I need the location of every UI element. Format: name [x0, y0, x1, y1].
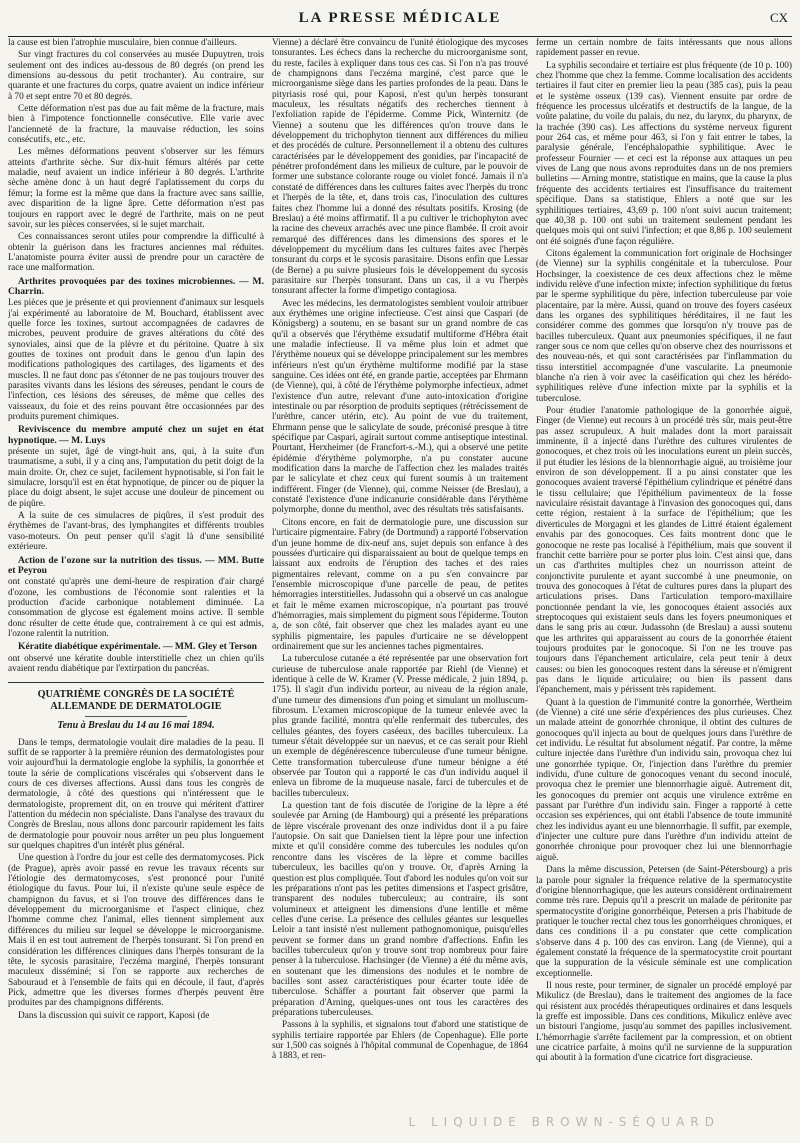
section-subtitle: Tenu à Breslau du 14 au 16 mai 1894. — [57, 720, 215, 732]
congress-section-header — [8, 682, 264, 731]
watermark: L LIQUIDE BROWN-SÉQUARD — [408, 1115, 720, 1129]
paragraph: Ces connaissances seront utiles pour comprendre la difficulté à obtenir la guérison dans les fractures anciennes mal réduites. L'anatomiste pourra éviter aussi de prendre pour un caractère de race une malformation. — [8, 232, 264, 274]
paragraph: Vienne) a déclaré être convaincu de l'unité étiologique des mycoses tonsurantes. Les échecs dans la recherche du microorganisme sont, du reste, faciles à expliquer dans tous ces cas. Si l'on n'a pas trouvé de champignons dans l'eczéma marginé, c'est parce que le microorganisme siège dans les parties profondes de la peau. Dans le pityriasis rosé qui, pour Kaposi, n'est qu'un herpès tonsurant maculeux, les résultats négatifs des recherches tiennent à l'exfoliation rapide de l'épiderme. Comme Pick, Winternitz (de Vienne) a soutenu que les différences qu'on trouve dans le développement du trichophyton tiennent aux différences du milieu et des procédés de culture. Personnellement il a obtenu des cultures caractérisées par le développement des gonidies, par l'incapacité de pénétrer profondément dans les milieux de culture, par le pouvoir de former une substance colorante rouge ou violet foncé. Jamais il n'a constaté de différences dans les cultures faites avec l'herpès du tronc et l'herpès de la tête, et, dans trois cas, l'inoculation des cultures faites chez l'homme lui a donné des résultats positifs. Krosing (de Breslau) a été moins affirmatif. Il a pu cultiver le trichophyton avec la racine des cheveux arrachés avec une pince flambée. Il croit avoir remarqué des différences dans les dimensions des spores et le développement du mycélium dans les cultures faites avec l'herpès tonsurant du corps et le sycosis parasitaire. Disons enfin que Lessar (de Berne) a pu suivre plusieurs fois le développement du sycosis parasitaire sur l'herpès tonsurant. Dans un cas, il a vu l'herpès tonsurant affecter la forme d'impetigo contagiosa. — [272, 38, 528, 297]
article-columns — [8, 38, 792, 1137]
page-number: CX — [769, 10, 788, 25]
paragraph: Une question à l'ordre du jour est celle des dermatomycoses. Pick (de Prague), après avoir passé en revue les travaux récents sur l'étiologie des dermatomycoses, s'est prononcé pour l'unité étiologique du favus. Pour lui, il n'existe qu'une seule espèce de champignon du favus, et si l'on trouve des différences dans le développement du microorganisme et l'aspect clinique, chez l'homme comme chez l'animal, elles tiennent simplement aux différences du milieu sur lequel se développe le microorganisme. Mais il en est tout autrement de l'herpès tonsurant. Si l'on prend en considération les différences cliniques dans l'herpès tonsurant de la tête, le sycosis parasitaire, l'eczéma marginé, l'herpès tonsurant maculeux disséminé; si l'on se rapporte aux recherches de Sabouraud et à l'ensemble de faits qui en découle, il faut, d'après Pick, admettre que les diverses formes d'herpès peuvent être produites par des champignons différents. — [8, 853, 264, 1009]
journal-title: LA PRESSE MÉDICALE — [298, 10, 502, 26]
subsection-heading: Kératite diabétique expérimentale. — MM. Gley et Terson — [18, 641, 257, 653]
paragraph: La syphilis secondaire et tertiaire est plus fréquente (de 10 p. 100) chez l'homme que chez la femme. Comme localisation des accidents tertiaires il faut citer en premier lieu la peau (385 cas), puis la peau et le système osseux (139 cas). Viennent ensuite par ordre de fréquence les processus ulcératifs et destructifs de la langue, de la voûte palatine, du voile du palais, du nez, du larynx, du pharynx, de la trachée (390 cas). Les affections du système nerveux figurent pour 264 cas, et même pour 463, si l'on y fait entrer le tabes, la paralysie générale, l'encéphalopathie syphilitique. Avec le professeur Fournier — et ceci est la réponse aux attaques un peu vives de Lang que nous avons reproduites dans un de nos premiers bulletins — Arning montre, statistique en mains, que la cause la plus fréquente des accidents tertiaires est l'insuffisance du traitement spécifique. Dans sa statistique, Ehlers a noté que sur les syphilitiques tertiaires, 43,69 p. 100 n'ont suivi aucun traitement; que 40,38 p. 100 ont subi un traitement seulement pendant les quelques mois qui ont suivi l'infection; et que 8,86 p. 100 seulement ont été soignés d'une façon régulière. — [536, 60, 792, 247]
paragraph: ferme un certain nombre de faits intéressants que nous allons rapidement passer en revue. — [536, 38, 792, 59]
paragraph: présente un sujet, âgé de vingt-huit ans, qui, à la suite d'un traumatisme, a subi, il y a cinq ans, l'amputation du petit doigt de la main droite. Or, chez ce sujet, facilement hypnotisable, si l'on fait le simulacre, lorsqu'il est en état hypnotique, de pincer ou de piquer la place du doigt absent, le sujet accuse une douleur de pincement ou de piqûre. — [8, 447, 264, 509]
paragraph: Pour étudier l'anatomie pathologique de la gonorrhée aiguë, Finger (de Vienne) eut recours à un procédé très sûr, mais peut-être pas assez scrupuleux. A huit malades dont la mort paraissait imminente, il a injecté dans l'urèthre des cultures virulentes de gonocoques, et chez trois où les inoculations eurent un plein succès, il put étudier les lésions de la blennorrhagie aiguë, au troisième jour environ de son développement. Il a pu ainsi constater que les gonocoques avaient traversé l'épithélium cylindrique et pénétré dans le tissu cellulaire; que l'épithélium pavimenteux de la fosse naviculaire résistait davantage à l'invasion des gonocoques qui, dans cette région, restaient à la surface de l'épithélium; que les diverticules de Morgagni et les glandes de Littré étaient également envahis par des gonocoques. Ces faits montrent donc que le gonocoque ne reste pas localisé à l'épithélium, mais que souvent il franchit cette barrière pour se porter plus loin. C'est ainsi que, dans un cas d'arthrites multiples chez un nourrisson atteint de conjonctivite purulente et ayant succombé à une pneumonie, on trouva des gonocoques à l'état de cultures pures dans la plupart des articulations prises. Dans l'articulation temporo-maxillaire ponctionnée pendant la vie, les gonocoques étaient associés aux streptocoques qui existaient seuls dans les foyers pneumoniques et dans le sang pris au cœur. Judassohn (de Breslau) a aussi soutenu que les arthrites qui apparaissent au cours de la gonorrhée étaient toujours produites par le gonocoque. Si l'on ne les trouve pas toujours dans l'épanchement articulaire, cela peut tenir à deux causes: ou bien les gonocoques restent dans la séreuse et n'émigrent pas dans le liquide articulaire; ou bien ils passent dans l'épanchement, mais y périssent très rapidement. — [536, 406, 792, 696]
paragraph: Dans la discussion qui suivit ce rapport, Kaposi (de — [18, 1010, 210, 1021]
paragraph: Les pièces que je présente et qui proviennent d'animaux sur lesquels j'ai expérimenté au laboratoire de M. Bouchard, établissent avec quelle force les toxines, surtout accompagnées de cadavres de microbes, peuvent produire de graves altérations du côté des synoviales, ainsi que de la plèvre et du péritoine. Quatre à six gouttes de toxines ont produit dans le genou d'un lapin des modifications pathologiques des cartilages, des ligaments et des muscles. Il ne faut donc pas s'étonner de ne pas toujours trouver des parasites vivants dans les lésions des séreuses, pendant le cours de l'infection, ces lésions des séreuses, de même que celles des vaisseaux, du foie et des reins pouvant être occasionnées par des produits purement chimiques. — [8, 298, 264, 423]
column-3 — [536, 38, 792, 1137]
paragraph: Citons également la communication fort originale de Hochsinger (de Vienne) sur la syphilis congénitale et la tuberculose. Pour Hochsinger, la coexistence de ces deux affections chez le même individu relève d'une infection mixte; infection syphilitique du fœtus par le sperme syphilitique du père, infection tuberculeuse par voie placentaire, par la mère. Aussi, quand on trouve des foyers caséeux dans les organes des syphilitiques héréditaires, il ne faut les considérer comme des gommes que lorsqu'on n'y trouve pas de bacilles tuberculeux. Quant aux pneumonies spécifiques, il ne faut ranger sous ce nom que celles qu'on observe chez des nourrissons et des nouveau-nés, et qui sont caractérisées par l'inflammation du tissu interstitiel accompagnée d'une vascularite. La pneumonie blanche n'a rien à voir avec la caséification qui chez les hérédo-syphilitiques relève d'une infection mixte par la syphilis et la tuberculose. — [536, 248, 792, 404]
section-title: QUATRIÈME CONGRÈS DE LA SOCIÉTÉ ALLEMANDE DE DERMATOLOGIE — [37, 689, 235, 713]
subsection-heading: Action de l'ozone sur la nutrition des tissus. — MM. Butte et Peyrou — [8, 554, 264, 576]
paragraph: A la suite de ces simulacres de piqûres, il s'est produit des érythèmes de l'avant-bras, des lymphangites et différents troubles vaso-moteurs. On peut penser qu'il s'agit là d'une sensibilité extérieure. — [8, 511, 264, 553]
divider — [85, 716, 187, 717]
paragraph: Quant à la question de l'immunité contre la gonorrhée, Wertheim (de Vienne) a cité une série d'expériences des plus curieuses. Chez un malade atteint de gonorrhée chronique, il obtint des cultures de gonocoques qu'il injecta au bout de quelques jours dans l'urèthre de cet individu. Le résultat fut absolument négatif. Par contre, la même culture injectée dans l'urèthre d'un individu sain, provoqua chez lui une gonorrhée typique. Or, l'injection dans l'urèthre du premier individu, d'une culture de gonocoques venant du second inoculé, provoqua chez le premier une blennorrhagie aiguë. Autrement dit, les gonocoques du premier ont acquis une virulence extrême en passant par l'urèthre d'un individu sain. Finger a rapporté à cette occasion ses expériences, qui ont établi l'absence de toute immunité chez les individus ayant eu une blennorrhagie. Il suffit, par exemple, d'injecter une culture pure dans l'urèthre d'un individu atteint de gonorrhée chronique pour provoquer chez lui une blennorrhagie aiguë. — [536, 697, 792, 863]
paragraph: Avec les médecins, les dermatologistes semblent vouloir attribuer aux érythèmes une origine infectieuse. C'est ainsi que Caspari (de Königsberg) a soutenu, en se basant sur un grand nombre de cas qu'il a observés que l'érythème exsudatif multiforme d'Hébra était une maladie infectieuse. Il va même plus loin et admet que l'érythème noueux qui se développe principalement sur les membres inférieurs n'est qu'un érythème multiforme modifié par la stase sanguine. Ces idées ont été, en grande partie, acceptées par Ehrmann (de Vienne), qui, à côté de l'érythème polymorphe infectieux, admet l'existence d'un autre, relevant d'une auto-intoxication d'origine intestinale ou par résorption de produits septiques (rétrécissement de l'urèthre, cancer utérin, etc). Au point de vue du traitement, Ehrmann pense que le salicylate de soude, préconisé presque à titre spécifique par Caspari, agirait surtout comme antiseptique intestinal. Pourtant, Herxheimer (de Francfort-s.-M.), qui a observé une petite épidémie d'érythème polymorphe, n'a pu constater aucune modification dans la marche de l'affection chez les malades traités par le salicylate et chez ceux qui furent soumis à un traitement indifférent. Finger (de Vienne), qui, comme Neisser (de Breslau), a constaté l'existence d'une indicanurie considérable dans l'érythème polymorphe, donne du menthol, avec des résultats très satisfaisants. — [272, 298, 528, 516]
paragraph: Dans le temps, dermatologie voulait dire maladies de la peau. Il suffit de se rapporter à la première réunion des dermatologistes pour voir aujourd'hui la dermatologie englobe la syphilis, la gonorrhée et toute la série de complications viscérales qui s'observent dans le cours de ces diverses affections. Aussi dans tous les congrès de dermatologie, à côté des questions qui n'intéressent que le dermatologiste, proprement dit, on en trouve qui méritent d'attirer l'attention du médecin non spécialiste. Dans l'analyse des travaux du Congrès de Breslau, nous allons donc parcourir rapidement les faits de dermatologie pour pouvoir nous arrêter un peu plus longuement sur quelques chapitres d'un intérêt plus général. — [8, 737, 264, 852]
column-2 — [272, 38, 528, 1137]
paragraph: Citons encore, en fait de dermatologie pure, une discussion sur l'urticaire pigmentaire. Fabry (de Dortmund) a rapporté l'observation d'un jeune homme de dix-neuf ans, sujet depuis son enfance à des poussées d'urticaire qui disparaissaient au bout de quelque temps en laissant aux endroits de l'éruption des taches et des raies pigmentaires relevant, comme on a pu s'en convaincre par l'ensemble microscopique d'une parcelle de peau, de petites hémorragies interstitielles. Judassohn qui a observé un cas analogue et fait le même examen microscopique, n'a pourtant pas trouvé d'hémorragies, mais simplement du pigment sous l'épiderme. Touton a, de son côté, fait observer que chez les malades ayant eu une syphilis pigmentaire, les papules d'urticaire ne se développent ordinairement que sur les anciennes taches pigmentaires. — [272, 517, 528, 652]
paragraph: La question tant de fois discutée de l'origine de la lèpre a été soulevée par Arning (de Hambourg) qui a présenté les préparations de lèpre viscérale provenant des onze individus dont il a pu faire l'autopsie. On sait que Danielsen tient la lèpre pour une infection mixte et qu'il considère comme des tubercules les nodules qu'on rencontre dans les viscères de la lèpre et comme bacilles tuberculeux, les bacilles qu'on y trouve. Or, d'après Arning la question est plus compliquée. Tout d'abord les nodules qu'on voit sur les préparations n'ont pas les petites dimensions et l'aspect grisâtre, transparent des nodules tuberculeux; au contraire, ils sont volumineux et atteignent les dimensions d'une lentille et même celles d'une cerise. La présence des cellules géantes sur lesquelles Leloir a tant insisté n'est nullement pathognomonique, puisqu'elles peuvent se former dans un grand nombre d'affections. Enfin les bacilles tuberculeux qu'on y trouve sont trop nombreux pour faire penser à la tuberculose. Hachsinger (de Vienne) a été du même avis, en soutenant que les dimensions des nodules et le nombre de bacilles sont assez caractéristiques pour écarter toute idée de tuberculose. Schäffer a pourtant fait observer que parmi la préparation d'Arning, quelques-unes ont tous les caractères des préparations tuberculeuses. — [272, 801, 528, 1018]
subsection-heading: Reviviscence du membre amputé chez un sujet en état hypnotique. — M. Luys — [8, 424, 264, 446]
paragraph: Passons à la syphilis, et signalons tout d'abord une statistique de syphilis tertiaire rapportée par Ehlers (de Copenhague). Elle porte sur 1,500 cas soignés à l'hôpital communal de Copenhague, de 1864 à 1883, et ren- — [272, 1020, 528, 1062]
paragraph: Les mêmes déformations peuvent s'observer sur les fémurs atteints d'arthrite sèche. Sur dix-huit fémurs altérés par cette maladie, neuf avaient un indice inférieur à 80 degrés. L'arthrite sèche amène donc à un haut degré l'aplatissement du corps du fémur; la forme est la même que dans la fracture avec sans saillie, avec disparition de la ligne âpre. Cette déformation n'est pas toujours en rapport avec le degré de l'arthrite, mais on ne peut savoir, sur les pièces conservées, si le sujet marchait. — [8, 147, 264, 230]
paragraph: ont constaté qu'après une demi-heure de respiration d'air chargé d'ozone, les combustions de l'économie sont ralenties et la production d'acide carbonique notablement diminuée. La consommation de glycose est également moins active. Il semble donc résulter de cette étude que, contrairement à ce qui est admis, l'ozone ralentit la nutrition. — [8, 577, 264, 639]
header-rule — [8, 36, 792, 37]
paragraph: Cette déformation n'est pas due au fait même de la fracture, mais bien à l'impotence fonctionnelle consécutive. Elle varie avec l'ancienneté de la fracture, la mauvaise réduction, les soins consécutifs, etc., etc. — [8, 104, 264, 146]
paragraph: la cause est bien l'atrophie musculaire, bien connue d'ailleurs. — [8, 38, 237, 48]
paragraph: Dans la même discussion, Petersen (de Saint-Pétersbourg) a pris la parole pour signaler la fréquence relative de la spermatocystite d'origine blennorrhagique, que les auteurs considèrent ordinairement comme très rare. Depuis qu'il a prescrit un malade de péritonite par spermatocystite d'origine gonorrhéique, Petersen a pris l'habitude de pratiquer le toucher rectal chez tous les gonorrhéiques chroniques, et dans ces conditions il a pu constater que cette complication s'observe dans 4 p. 100 des cas environ. Lang (de Vienne), qui a également constaté la fréquence de la spermatocystite croit pourtant que la suppuration de la vésicule séminale est une complication exceptionnelle. — [536, 865, 792, 979]
paragraph: Sur vingt fractures du col conservées au musée Dupuytren, trois seulement ont des indices au-dessous de 80 degrés (on prend les dimensions au-dessous du petit trochanter). Au contraire, sur quarante et une fractures du corps, quatre avaient un indice inférieur à 70 et sept entre 70 et 80 degrés. — [8, 50, 264, 102]
subsection-heading: Arthrites provoquées par des toxines microbiennes. — M. Charrin. — [8, 275, 264, 297]
paragraph: La tuberculose cutanée a été représentée par une observation fort curieuse de tuberculose anale rapportée par Riehl (de Vienne) et identique à celle de W. Kramer (V. Presse médicale, 2 juin 1894, p. 175). Il s'agit d'un individu porteur, au niveau de la région anale, d'une tumeur des dimensions d'un poing et simulant un molluscum-fibrosum. L'examen microscopique de la tumeur enlevée avec la plus grande facilité, montra qu'elle renfermait des tubercules, des cellules géantes, des foyers caséeux, des bacilles tuberculeux. La tumeur s'était développée sur un naevus, et ce cas serait pour Riehl un exemple de dégénérescence tuberculeuse d'une tumeur bénigne. Cette transformation tuberculeuse d'une tumeur bénigne a été observée par Touton qui a rapporté le cas d'un individu auquel il enleva un fibrome de la muqueuse nasale, farci de tubercules et de bacilles tuberculeux. — [272, 654, 528, 799]
column-1 — [8, 38, 264, 1137]
paragraph: ont observé une kératite double interstitielle chez un chien qu'ils avaient rendu diabétique par l'extirpation du pancréas. — [8, 653, 264, 674]
paragraph: Il nous reste, pour terminer, de signaler un procédé employé par Mikulicz (de Breslau), dans le traitement des angiomes de la face qui résistent aux procédés thérapeutiques ordinaires et dans lesquels la greffe est impossible. Dans ces conditions, Mikulicz enlève avec un bistouri l'angiome, jusqu'au sommet des papilles inclusivement. L'hémorrhagie s'arrête facilement par la compression, et on obtient une cicatrice parfaite, à moins qu'il ne survienne de la suppuration qui aboutit à la formation d'une cicatrice fort disgracieuse. — [536, 980, 792, 1064]
page-header — [8, 6, 792, 34]
